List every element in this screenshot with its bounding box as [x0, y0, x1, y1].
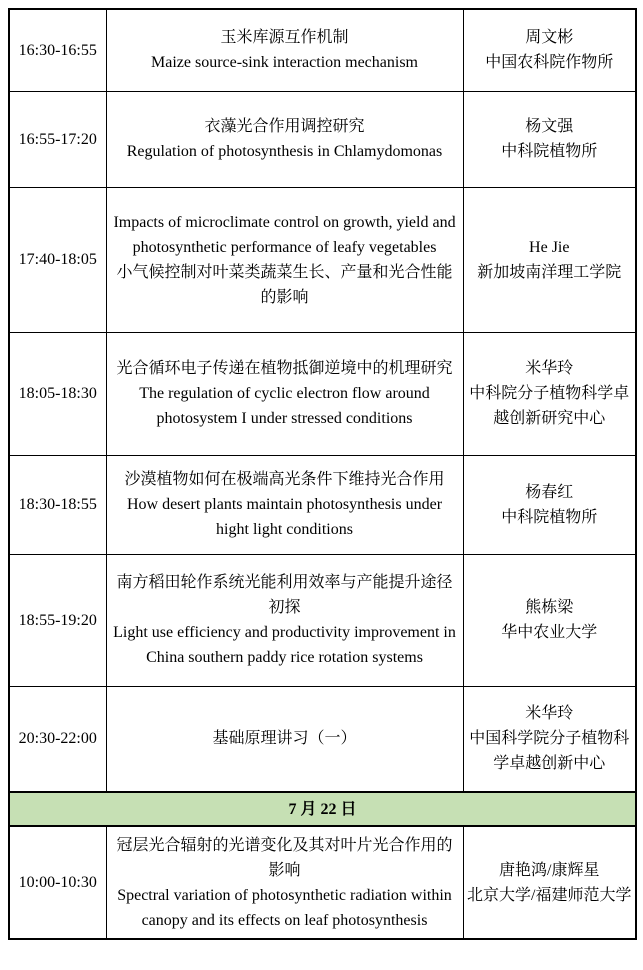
- table-row: [9, 826, 636, 939]
- title-line: 南方稻田轮作系统光能利用效率与产能提升途径初探: [116, 574, 453, 616]
- speaker-name: 熊栋梁: [525, 599, 574, 616]
- title-line: 沙漠植物如何在极端高光条件下维持光合作用: [124, 471, 445, 488]
- title-line: 光合循环电子传递在植物抵御逆境中的机理研究: [116, 360, 453, 377]
- speaker-cell: [463, 9, 636, 91]
- title-line: 小气候控制对叶菜类蔬菜生长、产量和光合性能的影响: [116, 263, 453, 306]
- speaker-cell: [463, 826, 636, 939]
- time-cell: 16:30-16:55: [9, 9, 106, 91]
- title-line: Regulation of photosynthesis in Chlamydomonas: [126, 143, 443, 160]
- speaker-affiliation: 北京大学/福建师范大学: [467, 886, 632, 904]
- speaker-cell: [463, 187, 636, 332]
- title-line: Light use efficiency and productivity improvement in China southern paddy rice rotation systems: [113, 624, 456, 666]
- speaker-cell: [463, 455, 636, 554]
- table-row: [9, 332, 636, 455]
- speaker-affiliation: 新加坡南洋理工学院: [477, 263, 622, 281]
- table-row: [9, 686, 636, 792]
- table-row: [9, 455, 636, 554]
- speaker-cell: [463, 332, 636, 455]
- speaker-affiliation: 中国科学院分子植物科学卓越创新中心: [469, 730, 630, 773]
- speaker-name: He Jie: [529, 238, 570, 256]
- speaker-cell: [463, 686, 636, 792]
- title-line: How desert plants maintain photosynthesis under hight light conditions: [126, 496, 443, 538]
- speaker-affiliation: 中科院植物所: [501, 143, 598, 160]
- title-line: Impacts of microclimate control on growth, yield and photosynthetic performance of leafy vegetables: [113, 213, 456, 256]
- title-line: The regulation of cyclic electron flow around photosystem I under stressed conditions: [139, 385, 430, 427]
- speaker-name: 米华玲: [525, 360, 574, 377]
- title-line: 衣藻光合作用调控研究: [204, 118, 365, 135]
- time-cell: 16:55-17:20: [9, 91, 106, 187]
- title-cell: [106, 826, 463, 939]
- speaker-name: 周文彬: [525, 29, 574, 47]
- time-cell: 17:40-18:05: [9, 187, 106, 332]
- title-cell: [106, 91, 463, 187]
- title-cell: [106, 686, 463, 792]
- title-line: Maize source-sink interaction mechanism: [150, 54, 418, 72]
- time-cell: 10:00-10:30: [9, 826, 106, 939]
- speaker-name: 米华玲: [525, 705, 574, 723]
- time-cell: 20:30-22:00: [9, 686, 106, 792]
- table-row: [9, 554, 636, 686]
- speaker-cell: [463, 554, 636, 686]
- schedule-table: [8, 8, 637, 940]
- speaker-affiliation: 中科院植物所: [501, 508, 598, 526]
- table-row: [9, 9, 636, 91]
- table-row: [9, 91, 636, 187]
- time-cell: 18:30-18:55: [9, 455, 106, 554]
- title-cell: [106, 332, 463, 455]
- speaker-name: 杨春红: [525, 483, 574, 501]
- title-cell: [106, 9, 463, 91]
- title-line: 玉米库源互作机制: [220, 29, 349, 47]
- speaker-name: 杨文强: [525, 118, 574, 135]
- title-cell: [106, 187, 463, 332]
- time-cell: 18:55-19:20: [9, 554, 106, 686]
- title-line: Spectral variation of photosynthetic radiation within canopy and its effects on leaf photosynthesis: [117, 886, 452, 929]
- date-header: 7 月 22 日: [9, 792, 636, 826]
- table-row: [9, 187, 636, 332]
- speaker-affiliation: 华中农业大学: [501, 624, 598, 641]
- time-cell: 18:05-18:30: [9, 332, 106, 455]
- speaker-affiliation: 中国农科院作物所: [485, 54, 614, 72]
- title-line: 冠层光合辐射的光谱变化及其对叶片光合作用的影响: [116, 836, 453, 879]
- title-cell: [106, 455, 463, 554]
- speaker-name: 唐艳鸿/康辉星: [499, 861, 600, 879]
- speaker-cell: [463, 91, 636, 187]
- date-header-row: [9, 792, 636, 826]
- title-cell: [106, 554, 463, 686]
- title-line: 基础原理讲习（一）: [212, 730, 357, 748]
- speaker-affiliation: 中科院分子植物科学卓越创新研究中心: [469, 385, 630, 427]
